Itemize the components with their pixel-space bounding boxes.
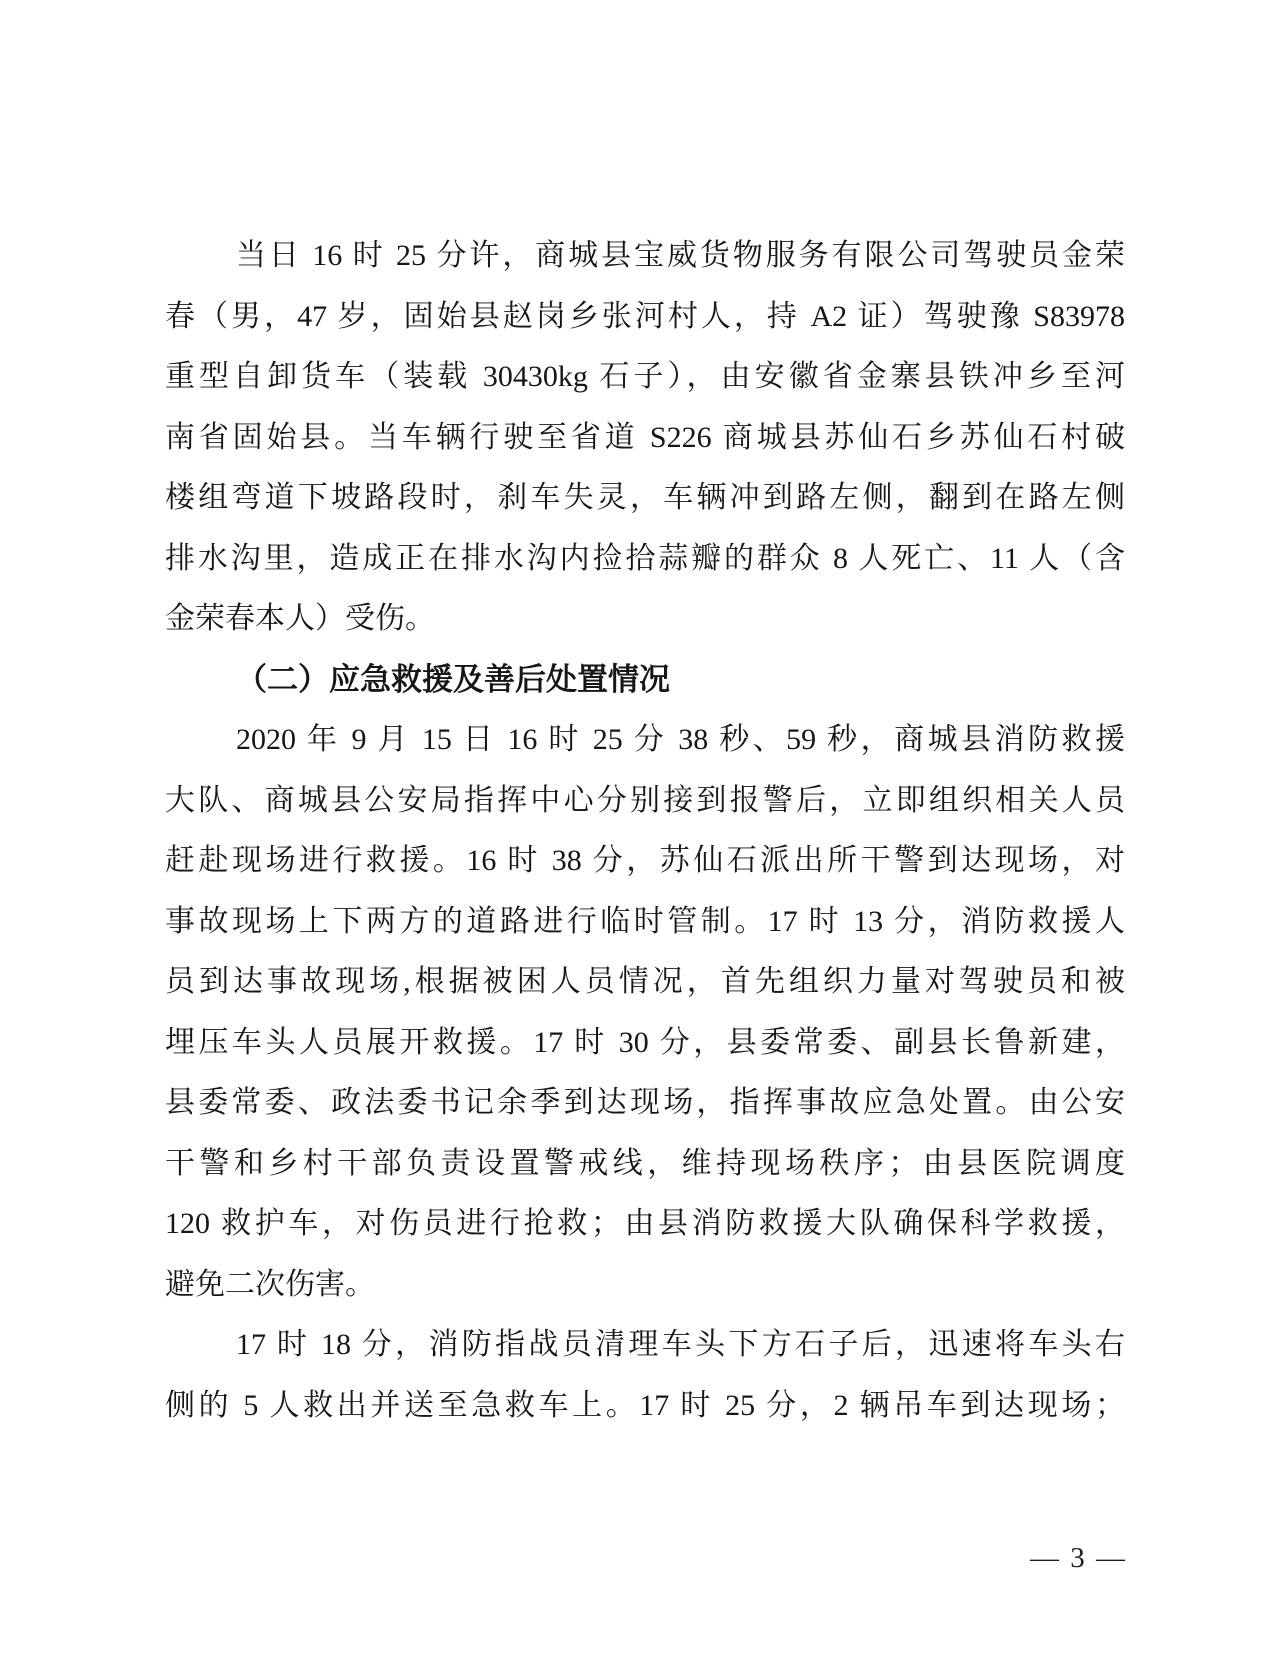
body-line: 120 救护车，对伤员进行抢救；由县消防救援大队确保科学救援，: [165, 1207, 1125, 1240]
body-line: 17 时 18 分，消防指战员清理车头下方石子后，迅速将车头右: [236, 1328, 1125, 1361]
body-line: 排水沟里，造成正在排水沟内捡拾蒜瓣的群众 8 人死亡、11 人（含: [165, 541, 1125, 575]
page-footer: [1030, 1538, 1127, 1578]
body-line: 避免二次伤害。: [165, 1267, 375, 1301]
body-line: 侧的 5 人救出并送至急救车上。17 时 25 分，2 辆吊车到达现场；: [165, 1388, 1125, 1422]
body-line: 大队、商城县公安局指挥中心分别接到报警后，立即组织相关人员: [165, 783, 1125, 817]
body-line: 赶赴现场进行救援。16 时 38 分，苏仙石派出所干警到达现场，对: [165, 844, 1125, 877]
body-line: 金荣春本人）受伤。: [165, 602, 435, 635]
body-line: 2020 年 9 月 15 日 16 时 25 分 38 秒、59 秒，商城县消防救援: [236, 723, 1125, 756]
body-line: 楼组弯道下坡路段时，刹车失灵，车辆冲到路左侧，翻到在路左侧: [165, 481, 1125, 514]
body-line: 员到达事故现场,根据被困人员情况，首先组织力量对驾驶员和被: [165, 965, 1125, 998]
body-line: 干警和乡村干部负责设置警戒线，维持现场秩序；由县医院调度: [165, 1146, 1125, 1180]
section-heading: （二）应急救援及善后处置情况: [236, 661, 670, 697]
body-line: 重型自卸货车（装载 30430kg 石子），由安徽省金寨县铁冲乡至河: [165, 360, 1125, 393]
body-line: 南省固始县。当车辆行驶至省道 S226 商城县苏仙石乡苏仙石村破: [165, 420, 1125, 454]
document-body: [165, 226, 1125, 1436]
body-line: 当日 16 时 25 分许，商城县宝威货物服务有限公司驾驶员金荣: [236, 239, 1125, 272]
body-line: 事故现场上下两方的道路进行临时管制。17 时 13 分，消防救援人: [165, 904, 1125, 938]
page-number: — 3 —: [1030, 1542, 1127, 1574]
body-line: 春（男，47 岁，固始县赵岗乡张河村人，持 A2 证）驾驶豫 S83978: [165, 299, 1125, 333]
body-line: 埋压车头人员展开救援。17 时 30 分，县委常委、副县长鲁新建，: [165, 1025, 1125, 1059]
body-line: 县委常委、政法委书记余季到达现场，指挥事故应急处置。由公安: [165, 1086, 1125, 1119]
